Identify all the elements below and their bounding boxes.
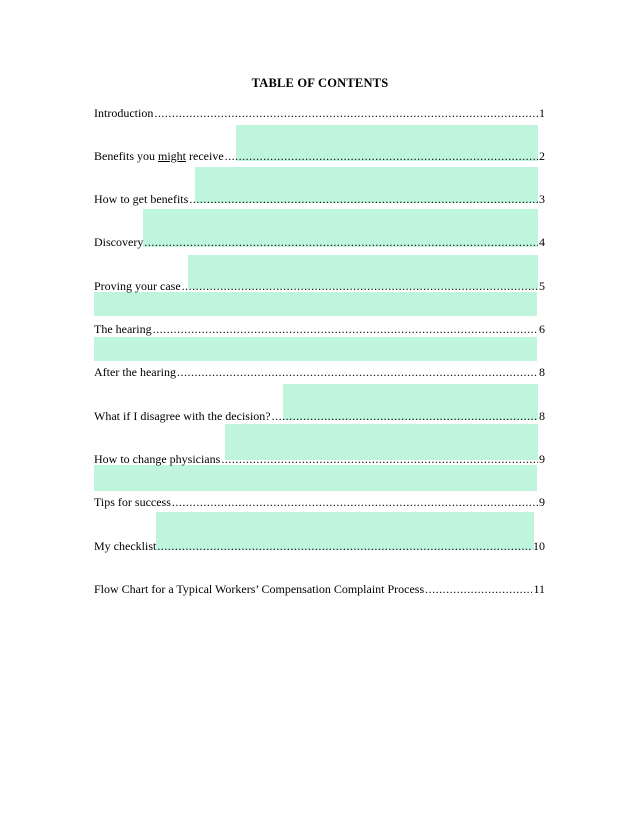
toc-page-number: 10: [533, 539, 545, 553]
toc-page-number: 6: [539, 322, 545, 336]
toc-entry-label: After the hearing: [94, 365, 176, 379]
toc-entry-label: Proving your case: [94, 279, 181, 293]
toc-entry-label: Introduction: [94, 106, 154, 120]
toc-entry-benefits[interactable]: [94, 148, 545, 164]
toc-dot-leader: [157, 538, 532, 554]
toc-entry-change-physicians[interactable]: [94, 451, 545, 467]
toc-dot-leader: [182, 278, 538, 294]
toc-page-number: 11: [533, 582, 545, 596]
toc-dot-leader: [154, 105, 538, 121]
toc-dot-leader: [425, 581, 532, 597]
toc-page-number: 1: [539, 106, 545, 120]
toc-entry-proving-your-case[interactable]: [94, 278, 545, 294]
toc-dot-leader: [225, 148, 538, 164]
toc-entry-label: My checklist: [94, 539, 157, 553]
toc-entry-flow-chart[interactable]: [94, 581, 545, 597]
toc-entry-label: Flow Chart for a Typical Workers’ Compensation Complaint Process: [94, 582, 425, 596]
toc-dot-leader: [172, 494, 538, 510]
toc-page-number: 5: [539, 279, 545, 293]
toc-dot-leader: [189, 191, 538, 207]
toc-page-number: 9: [539, 495, 545, 509]
toc-dot-leader: [221, 451, 538, 467]
toc-page-number: 4: [539, 235, 545, 249]
toc-entry-label: Discovery: [94, 235, 144, 249]
toc-entry-disagree-with-decision[interactable]: [94, 408, 545, 424]
toc-entry-label: How to get benefits: [94, 192, 189, 206]
toc-entry-label: The hearing: [94, 322, 152, 336]
toc-page-number: 8: [539, 409, 545, 423]
toc-dot-leader: [272, 408, 538, 424]
toc-page-number: 8: [539, 365, 545, 379]
toc-entry-after-the-hearing[interactable]: [94, 364, 545, 380]
toc-entry-the-hearing[interactable]: [94, 321, 545, 337]
toc-page-number: 9: [539, 452, 545, 466]
toc-page-number: 3: [539, 192, 545, 206]
toc-entry-tips-for-success[interactable]: [94, 494, 545, 510]
toc-dot-leader: [144, 234, 538, 250]
highlight-box: [94, 337, 537, 361]
toc-title: TABLE OF CONTENTS: [251, 76, 389, 90]
toc-entry-label: What if I disagree with the decision?: [94, 409, 271, 423]
toc-entry-discovery[interactable]: [94, 234, 545, 250]
toc-entry-label: Tips for success: [94, 495, 171, 509]
toc-entry-label: Benefits you might receive: [94, 149, 224, 163]
highlight-box: [94, 292, 537, 316]
toc-entry-introduction[interactable]: [94, 105, 545, 121]
toc-entry-my-checklist[interactable]: [94, 538, 545, 554]
toc-dot-leader: [153, 321, 538, 337]
toc-dot-leader: [177, 364, 538, 380]
toc-entry-how-to-get-benefits[interactable]: [94, 191, 545, 207]
toc-entry-label: How to change physicians: [94, 452, 221, 466]
toc-page-number: 2: [539, 149, 545, 163]
highlight-box: [94, 465, 537, 491]
